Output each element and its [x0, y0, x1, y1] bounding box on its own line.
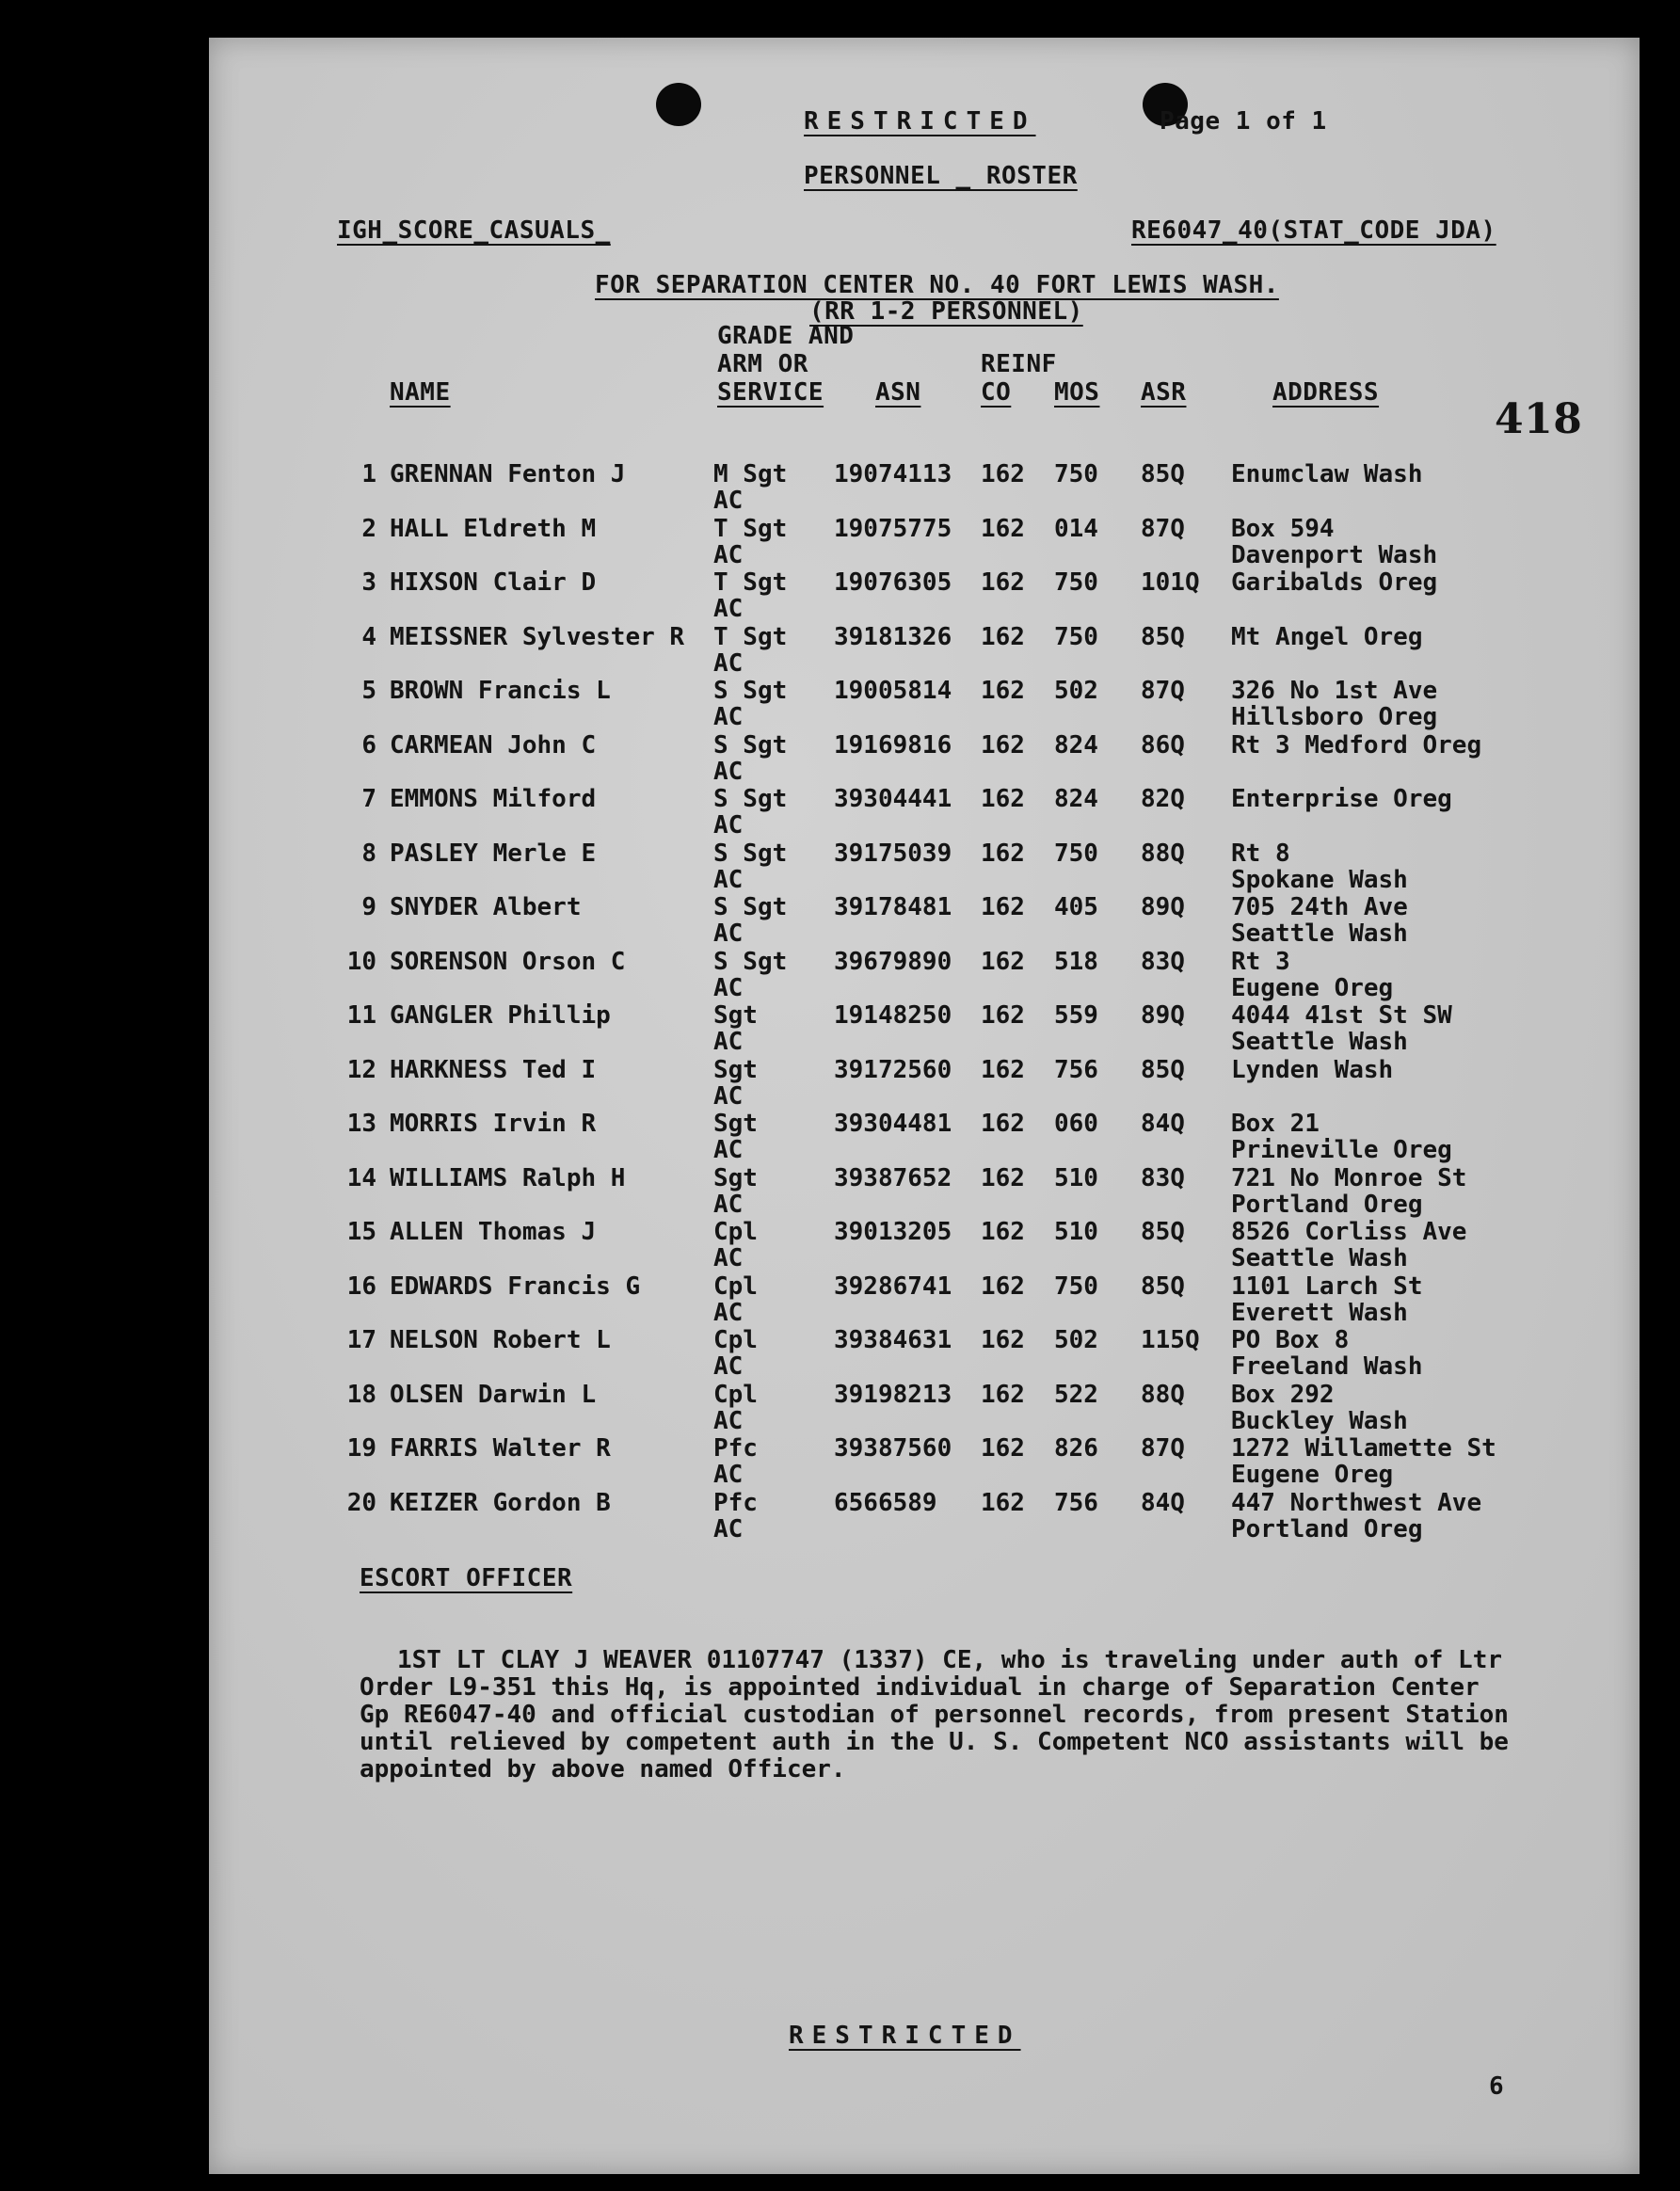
col-grade-line1: GRADE AND [717, 322, 855, 350]
row-co: 162 [981, 1163, 1025, 1192]
row-asr: 87Q [1141, 677, 1185, 705]
row-asn: 19169816 [834, 730, 952, 760]
row-mos: 510 [1054, 1218, 1098, 1246]
row-co: 162 [981, 460, 1025, 488]
row-mos: 824 [1054, 730, 1098, 760]
row-co: 162 [981, 785, 1025, 813]
row-name: FARRIS Walter R [390, 1434, 611, 1463]
row-asn: 39384631 [834, 1326, 952, 1354]
row-mos: 756 [1054, 1488, 1098, 1517]
row-name: PASLEY Merle E [390, 839, 597, 868]
escort-line-1: 1ST LT CLAY J WEAVER 01107747 (1337) CE, who is traveling under auth of Ltr [397, 1646, 1502, 1674]
row-name: ALLEN Thomas J [390, 1218, 597, 1246]
table-row [209, 516, 1640, 569]
table-row [209, 732, 1640, 786]
row-grade: S Sgt [713, 893, 788, 921]
row-asr: 85Q [1141, 460, 1185, 488]
row-asr: 87Q [1141, 1434, 1185, 1463]
row-asn: 39175039 [834, 839, 952, 868]
row-co: 162 [981, 893, 1025, 921]
row-mos: 518 [1054, 947, 1098, 976]
row-number: 18 [346, 1380, 376, 1409]
subtitle-line: (RR 1-2 PERSONNEL) [809, 297, 1083, 326]
table-row [209, 1111, 1640, 1164]
row-name: SNYDER Albert [390, 893, 582, 921]
header-classification: RESTRICTED [804, 107, 1036, 136]
escort-heading: ESCORT OFFICER [360, 1564, 573, 1592]
row-grade: Cpl [713, 1271, 758, 1301]
row-asr: 85Q [1141, 1271, 1185, 1301]
row-number: 1 [361, 460, 376, 488]
row-asn: 39172560 [834, 1055, 952, 1084]
row-co: 162 [981, 839, 1025, 868]
row-arm-service: AC [713, 648, 744, 678]
row-co: 162 [981, 1271, 1025, 1301]
row-asn: 39387560 [834, 1434, 952, 1463]
row-asr: 85Q [1141, 1055, 1185, 1084]
row-co: 162 [981, 947, 1025, 976]
row-co: 162 [981, 1218, 1025, 1246]
row-co: 162 [981, 1326, 1025, 1354]
row-arm-service: AC [713, 487, 744, 515]
row-arm-service: AC [713, 1081, 744, 1111]
row-number: 6 [361, 730, 376, 760]
row-asn: 39304481 [834, 1110, 952, 1138]
row-arm-service: AC [713, 973, 744, 1002]
row-co: 162 [981, 622, 1025, 651]
row-address-line1: 1272 Willamette St [1231, 1434, 1496, 1463]
col-address: ADDRESS [1272, 378, 1380, 407]
row-grade: Cpl [713, 1326, 758, 1354]
row-address-line2: Seattle Wash [1231, 920, 1408, 948]
row-number: 15 [346, 1218, 376, 1246]
row-address-line2: Prineville Oreg [1231, 1136, 1452, 1164]
row-asr: 84Q [1141, 1110, 1185, 1138]
row-address-line2: Freeland Wash [1231, 1352, 1423, 1381]
row-asn: 19148250 [834, 1001, 952, 1030]
row-number: 5 [361, 677, 376, 705]
row-mos: 405 [1054, 893, 1098, 921]
row-asr: 83Q [1141, 947, 1185, 976]
row-address-line2: Spokane Wash [1231, 865, 1408, 894]
table-row [209, 1219, 1640, 1272]
row-address-line1: 4044 41st St SW [1231, 1001, 1452, 1030]
row-arm-service: AC [713, 1352, 744, 1381]
row-asr: 85Q [1141, 622, 1185, 651]
row-arm-service: AC [713, 757, 744, 786]
row-name: HALL Eldreth M [390, 514, 597, 543]
row-asr: 88Q [1141, 839, 1185, 868]
row-asn: 39679890 [834, 947, 952, 976]
row-asr: 89Q [1141, 893, 1185, 921]
row-number: 13 [346, 1110, 376, 1138]
col-mos: MOS [1054, 378, 1100, 407]
row-name: HARKNESS Ted I [390, 1055, 597, 1084]
row-number: 10 [346, 947, 376, 976]
row-arm-service: AC [713, 595, 744, 623]
row-name: EMMONS Milford [390, 785, 597, 813]
row-address-line1: Rt 3 Medford Oreg [1231, 730, 1482, 760]
table-row [209, 840, 1640, 894]
table-row [209, 624, 1640, 678]
row-asr: 88Q [1141, 1380, 1185, 1409]
row-number: 2 [361, 514, 376, 543]
row-asn: 39304441 [834, 785, 952, 813]
row-arm-service: AC [713, 540, 744, 569]
row-mos: 510 [1054, 1163, 1098, 1192]
row-grade: S Sgt [713, 677, 788, 705]
row-asr: 89Q [1141, 1001, 1185, 1030]
row-arm-service: AC [713, 865, 744, 894]
row-name: EDWARDS Francis G [390, 1271, 641, 1301]
row-name: NELSON Robert L [390, 1326, 611, 1354]
row-asn: 19076305 [834, 568, 952, 597]
row-mos: 014 [1054, 514, 1098, 543]
row-mos: 750 [1054, 622, 1098, 651]
row-address-line1: Box 594 [1231, 514, 1335, 543]
row-co: 162 [981, 1001, 1025, 1030]
escort-paragraph [360, 1647, 1592, 1783]
row-asn: 39181326 [834, 622, 952, 651]
row-arm-service: AC [713, 1298, 744, 1327]
row-co: 162 [981, 1434, 1025, 1463]
table-row [209, 949, 1640, 1002]
row-number: 3 [361, 568, 376, 597]
row-address-line2: Eugene Oreg [1231, 973, 1394, 1002]
row-mos: 750 [1054, 568, 1098, 597]
row-mos: 824 [1054, 785, 1098, 813]
table-row [209, 786, 1640, 840]
row-mos: 522 [1054, 1380, 1098, 1409]
row-address-line1: Enterprise Oreg [1231, 785, 1452, 813]
table-row [209, 1002, 1640, 1056]
row-asr: 82Q [1141, 785, 1185, 813]
row-number: 12 [346, 1055, 376, 1084]
escort-line-3: Gp RE6047-40 and official custodian of personnel records, from present Station [360, 1701, 1509, 1729]
row-asr: 86Q [1141, 730, 1185, 760]
table-row [209, 1273, 1640, 1327]
escort-line-2: Order L9-351 this Hq, is appointed individual in charge of Separation Center [360, 1673, 1480, 1702]
table-row [209, 1435, 1640, 1489]
row-address-line1: 8526 Corliss Ave [1231, 1218, 1467, 1246]
row-mos: 502 [1054, 1326, 1098, 1354]
row-address-line2: Portland Oreg [1231, 1514, 1423, 1543]
row-co: 162 [981, 1110, 1025, 1138]
row-asn: 19074113 [834, 460, 952, 488]
row-address-line2: Seattle Wash [1231, 1028, 1408, 1056]
row-number: 19 [346, 1434, 376, 1463]
row-co: 162 [981, 677, 1025, 705]
row-address-line2: Seattle Wash [1231, 1244, 1408, 1272]
row-grade: S Sgt [713, 730, 788, 760]
row-mos: 750 [1054, 460, 1098, 488]
col-asr: ASR [1141, 378, 1187, 407]
table-row [209, 1165, 1640, 1219]
row-address-line2: Hillsboro Oreg [1231, 703, 1438, 731]
row-asn: 39387652 [834, 1163, 952, 1192]
row-number: 4 [361, 622, 376, 651]
row-asr: 115Q [1141, 1326, 1200, 1354]
row-co: 162 [981, 1380, 1025, 1409]
sheet-number: 6 [1489, 2072, 1505, 2101]
row-number: 8 [361, 839, 376, 868]
left-caption: IGH_SCORE_CASUALS_ [337, 216, 611, 245]
row-asn: 39013205 [834, 1218, 952, 1246]
row-grade: T Sgt [713, 514, 788, 543]
row-name: GRENNAN Fenton J [390, 460, 626, 488]
row-arm-service: AC [713, 1244, 744, 1272]
col-name: NAME [390, 378, 451, 407]
row-arm-service: AC [713, 1190, 744, 1219]
roster-title: PERSONNEL _ ROSTER [804, 162, 1078, 190]
page-label: Page 1 of 1 [1160, 107, 1327, 136]
row-address-line2: Eugene Oreg [1231, 1461, 1394, 1489]
row-mos: 559 [1054, 1001, 1098, 1030]
row-arm-service: AC [713, 1461, 744, 1489]
row-name: KEIZER Gordon B [390, 1488, 611, 1517]
row-name: GANGLER Phillip [390, 1001, 611, 1030]
col-co: CO [981, 378, 1012, 407]
row-co: 162 [981, 568, 1025, 597]
row-grade: M Sgt [713, 460, 788, 488]
row-co: 162 [981, 1055, 1025, 1084]
row-asn: 19075775 [834, 514, 952, 543]
row-asn: 39178481 [834, 893, 952, 921]
row-grade: Cpl [713, 1218, 758, 1246]
row-address-line2: Portland Oreg [1231, 1190, 1423, 1219]
row-arm-service: AC [713, 920, 744, 948]
row-number: 17 [346, 1326, 376, 1354]
table-row [209, 1327, 1640, 1381]
row-grade: Sgt [713, 1055, 758, 1084]
escort-line-5: appointed by above named Officer. [360, 1755, 846, 1783]
row-number: 16 [346, 1271, 376, 1301]
row-asr: 101Q [1141, 568, 1200, 597]
escort-line-4: until relieved by competent auth in the U. S. Competent NCO assistants will be [360, 1728, 1509, 1756]
col-reinf: REINF [981, 350, 1057, 378]
row-asr: 84Q [1141, 1488, 1185, 1517]
row-address-line1: Box 21 [1231, 1110, 1320, 1138]
row-name: MEISSNER Sylvester R [390, 622, 685, 651]
row-mos: 502 [1054, 677, 1098, 705]
table-row [209, 894, 1640, 948]
col-grade-line2: ARM OR [717, 350, 808, 378]
row-number: 9 [361, 893, 376, 921]
row-grade: S Sgt [713, 785, 788, 813]
table-row [209, 1382, 1640, 1435]
row-mos: 060 [1054, 1110, 1098, 1138]
row-grade: T Sgt [713, 568, 788, 597]
row-asr: 87Q [1141, 514, 1185, 543]
row-arm-service: AC [713, 1028, 744, 1056]
row-grade: Sgt [713, 1001, 758, 1030]
row-address-line1: 1101 Larch St [1231, 1271, 1423, 1301]
row-co: 162 [981, 1488, 1025, 1517]
row-number: 20 [346, 1488, 376, 1517]
row-address-line1: Mt Angel Oreg [1231, 622, 1423, 651]
row-address-line2: Buckley Wash [1231, 1406, 1408, 1435]
document-page [209, 38, 1640, 2174]
row-address-line1: Rt 3 [1231, 947, 1290, 976]
row-asn: 39198213 [834, 1380, 952, 1409]
row-name: CARMEAN John C [390, 730, 597, 760]
row-address-line1: Rt 8 [1231, 839, 1290, 868]
col-asn: ASN [875, 378, 921, 407]
row-address-line1: Lynden Wash [1231, 1055, 1394, 1084]
row-grade: Pfc [713, 1434, 758, 1463]
row-name: WILLIAMS Ralph H [390, 1163, 626, 1192]
destination-line: FOR SEPARATION CENTER NO. 40 FORT LEWIS WASH. [595, 271, 1279, 299]
row-arm-service: AC [713, 1136, 744, 1164]
table-row [209, 461, 1640, 515]
row-name: MORRIS Irvin R [390, 1110, 597, 1138]
row-co: 162 [981, 730, 1025, 760]
row-name: SORENSON Orson C [390, 947, 626, 976]
row-address-line1: Box 292 [1231, 1380, 1335, 1409]
table-row [209, 678, 1640, 731]
row-number: 7 [361, 785, 376, 813]
row-address-line1: Enumclaw Wash [1231, 460, 1423, 488]
row-name: OLSEN Darwin L [390, 1380, 597, 1409]
row-address-line1: PO Box 8 [1231, 1326, 1350, 1354]
row-address-line1: 326 No 1st Ave [1231, 677, 1438, 705]
right-caption: RE6047_40(STAT_CODE JDA) [1131, 216, 1496, 245]
row-grade: S Sgt [713, 839, 788, 868]
punch-hole-left [656, 83, 701, 126]
row-grade: Cpl [713, 1380, 758, 1409]
row-asr: 85Q [1141, 1218, 1185, 1246]
row-mos: 750 [1054, 839, 1098, 868]
row-grade: Pfc [713, 1488, 758, 1517]
row-address-line1: 721 No Monroe St [1231, 1163, 1467, 1192]
row-co: 162 [981, 514, 1025, 543]
row-mos: 826 [1054, 1434, 1098, 1463]
row-name: BROWN Francis L [390, 677, 611, 705]
row-asn: 39286741 [834, 1271, 952, 1301]
col-grade-line3: SERVICE [717, 378, 824, 407]
row-mos: 750 [1054, 1271, 1098, 1301]
row-grade: Sgt [713, 1163, 758, 1192]
row-arm-service: AC [713, 1514, 744, 1543]
row-grade: S Sgt [713, 947, 788, 976]
row-address-line2: Everett Wash [1231, 1298, 1408, 1327]
row-number: 14 [346, 1163, 376, 1192]
row-address-line1: 705 24th Ave [1231, 893, 1408, 921]
stamp-number: 418 [1495, 395, 1583, 443]
row-arm-service: AC [713, 1406, 744, 1435]
row-address-line1: 447 Northwest Ave [1231, 1488, 1482, 1517]
row-asn: 19005814 [834, 677, 952, 705]
footer-classification: RESTRICTED [789, 2022, 1021, 2050]
row-arm-service: AC [713, 811, 744, 840]
table-row [209, 1490, 1640, 1543]
row-grade: T Sgt [713, 622, 788, 651]
table-row [209, 569, 1640, 623]
row-grade: Sgt [713, 1110, 758, 1138]
row-number: 11 [346, 1001, 376, 1030]
row-mos: 756 [1054, 1055, 1098, 1084]
row-address-line1: Garibalds Oreg [1231, 568, 1438, 597]
row-name: HIXSON Clair D [390, 568, 597, 597]
table-row [209, 1057, 1640, 1111]
row-asn: 6566589 [834, 1488, 937, 1517]
row-address-line2: Davenport Wash [1231, 540, 1438, 569]
row-arm-service: AC [713, 703, 744, 731]
row-asr: 83Q [1141, 1163, 1185, 1192]
